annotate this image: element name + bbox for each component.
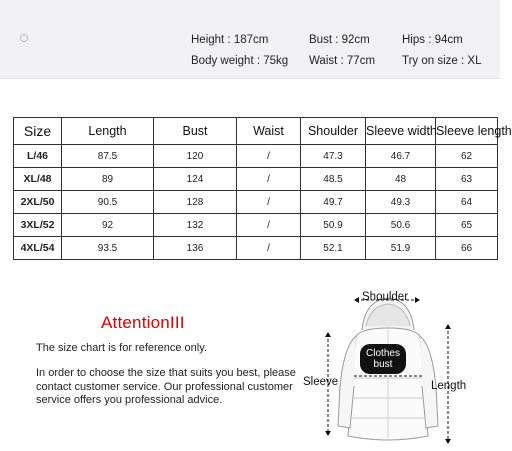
table-row: [14, 145, 498, 168]
cell-shoulder: 49.7: [301, 191, 366, 214]
table-row: [14, 214, 498, 237]
cell-sleeve-length: 63: [436, 168, 498, 191]
header-bust: Bust: [154, 118, 237, 145]
cell-length: 93.5: [62, 237, 154, 260]
cell-bust: 120: [154, 145, 237, 168]
header-sleeve-length: Sleeve length: [436, 118, 498, 145]
size-table: [13, 117, 512, 260]
model-weight: Body weight : 75kg: [191, 55, 289, 67]
measurement-diagram: [290, 286, 500, 451]
cell-waist: /: [237, 214, 301, 237]
cell-sleeve-length: 66: [436, 237, 498, 260]
bust-label-line1: Clothes: [366, 348, 400, 359]
cell-size: 3XL/52: [14, 214, 62, 237]
cell-bust: 136: [154, 237, 237, 260]
model-try-on-size: Try on size : XL: [402, 55, 482, 67]
cell-size: 2XL/50: [14, 191, 62, 214]
cell-sleeve-width: 51.9: [366, 237, 436, 260]
header-length: Length: [62, 118, 154, 145]
header-sleeve-width: Sleeve width: [366, 118, 436, 145]
decorative-dot: [20, 34, 28, 42]
shoulder-label: Shoulder: [362, 291, 409, 303]
table-row: [14, 168, 498, 191]
length-label: Length: [431, 380, 467, 392]
cell-waist: /: [237, 237, 301, 260]
cell-waist: /: [237, 145, 301, 168]
cell-shoulder: 50.9: [301, 214, 366, 237]
header-shoulder: Shoulder: [301, 118, 366, 145]
cell-sleeve-width: 50.6: [366, 214, 436, 237]
table-header-row: [14, 118, 498, 145]
cell-bust: 132: [154, 214, 237, 237]
customer-service-note: In order to choose the size that suits you best, please contact customer service. Our professional customer service offers you professional advice.: [36, 367, 296, 406]
model-hips: Hips : 94cm: [402, 34, 463, 46]
sleeve-label: Sleeve: [303, 376, 339, 388]
header-waist: Waist: [237, 118, 301, 145]
model-info-panel: [0, 0, 500, 79]
header-size: Size: [14, 118, 62, 145]
cell-shoulder: 52.1: [301, 237, 366, 260]
model-height: Height : 187cm: [191, 34, 269, 46]
clothes-bust-bubble: [360, 344, 406, 374]
cell-size: L/46: [14, 145, 62, 168]
bust-label-line2: bust: [373, 359, 393, 370]
cell-size: 4XL/54: [14, 237, 62, 260]
cell-sleeve-width: 48: [366, 168, 436, 191]
cell-sleeve-length: 64: [436, 191, 498, 214]
reference-note: The size chart is for reference only.: [36, 342, 207, 354]
cell-size: XL/48: [14, 168, 62, 191]
cell-shoulder: 47.3: [301, 145, 366, 168]
table-row: [14, 237, 498, 260]
cell-sleeve-width: 46.7: [366, 145, 436, 168]
cell-bust: 124: [154, 168, 237, 191]
cell-length: 87.5: [62, 145, 154, 168]
model-bust: Bust : 92cm: [309, 34, 370, 46]
attention-title: AttentionIII: [101, 313, 185, 332]
cell-length: 90.5: [62, 191, 154, 214]
cell-bust: 128: [154, 191, 237, 214]
table-row: [14, 191, 498, 214]
cell-sleeve-width: 49.3: [366, 191, 436, 214]
cell-shoulder: 48.5: [301, 168, 366, 191]
cell-waist: /: [237, 191, 301, 214]
cell-length: 89: [62, 168, 154, 191]
cell-sleeve-length: 62: [436, 145, 498, 168]
cell-length: 92: [62, 214, 154, 237]
model-waist: Waist : 77cm: [309, 55, 376, 67]
cell-waist: /: [237, 168, 301, 191]
cell-sleeve-length: 65: [436, 214, 498, 237]
